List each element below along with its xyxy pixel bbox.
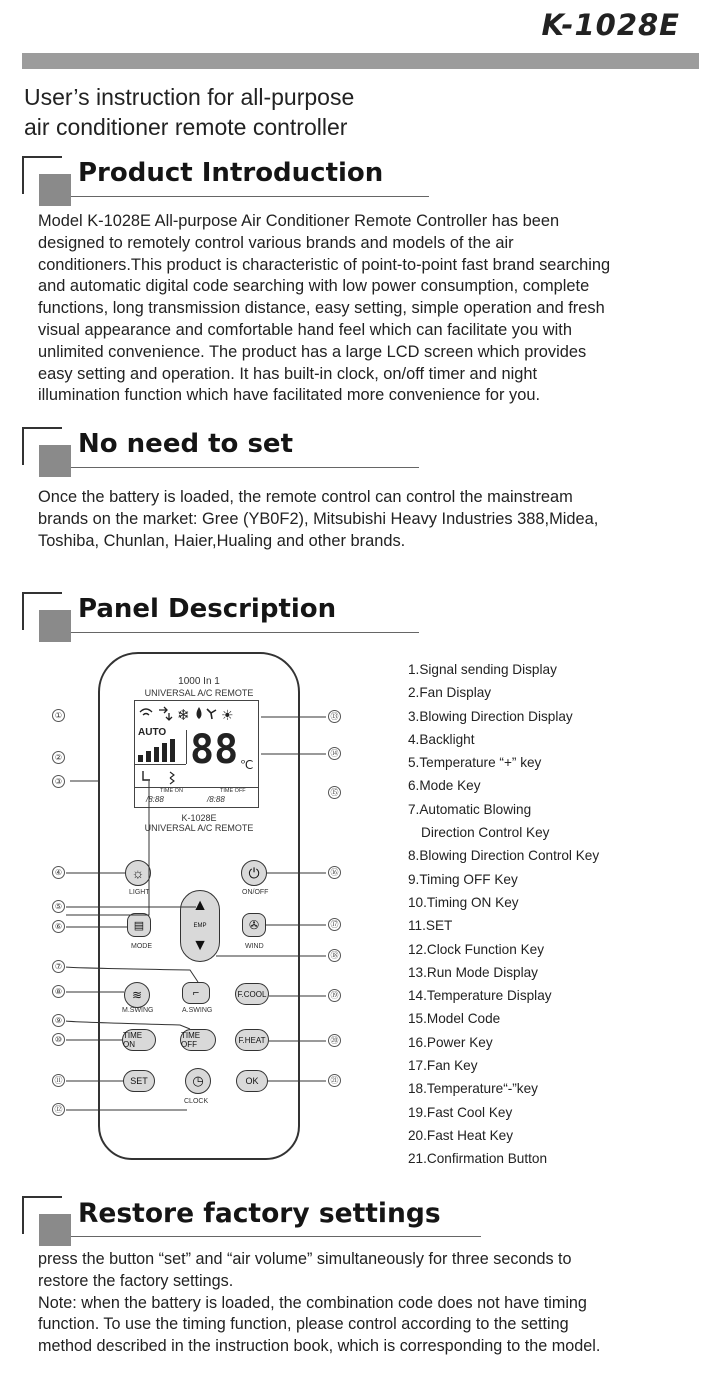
paragraph-line: designed to remotely control various brands and models of the air (38, 233, 514, 252)
paragraph-line: functions, long transmission distance, easy setting, simple operation and fresh (38, 299, 605, 318)
paragraph-line: easy setting and operation. It has built-in clock, on/off timer and night (38, 364, 537, 383)
callout-10: ⑩ (52, 1033, 65, 1046)
swing-vane-icon: ⌐ (192, 987, 200, 999)
list-item: 6.Mode Key (408, 778, 481, 794)
wind-label: WIND (245, 943, 264, 950)
list-item: 8.Blowing Direction Control Key (408, 848, 600, 864)
lcd-temperature-unit: ℃ (240, 758, 254, 772)
heading-underline (71, 467, 419, 468)
callout-21: ㉑ (328, 1074, 341, 1087)
light-label: LIGHT (129, 889, 150, 896)
swing-icon: ≋ (131, 988, 143, 1002)
power-icon: ⏻ (248, 864, 260, 881)
callout-4: ④ (52, 866, 65, 879)
heading-square-icon (39, 1214, 71, 1246)
paragraph-line: press the button “set” and “air volume” simultaneously for three seconds to (38, 1250, 572, 1268)
list-item: 21.Confirmation Button (408, 1151, 548, 1167)
document-title-line: User’s instruction for all-purpose (24, 84, 355, 110)
list-item: 18.Temperature“-”key (408, 1081, 538, 1097)
list-item: 11.SET (408, 918, 453, 934)
timing-off-button[interactable]: TIME OFF (180, 1029, 216, 1051)
callout-7: ⑦ (52, 960, 65, 973)
fast-cool-button[interactable]: F.COOL (235, 983, 269, 1005)
temperature-up-button[interactable]: ▲ (192, 897, 208, 914)
restore-paragraph (38, 1249, 708, 1358)
lcd-temperature-digits: 88 (190, 727, 239, 773)
section-title: No need to set (78, 429, 293, 459)
lcd-time-on-label: TIME ON (160, 788, 183, 794)
key-description-list (408, 658, 708, 1171)
list-item: 4.Backlight (408, 731, 475, 747)
header-bar (22, 53, 699, 69)
list-item: 1.Signal sending Display (408, 662, 557, 677)
callout-11: ⑪ (52, 1074, 65, 1087)
callout-15: ⑮ (328, 786, 341, 799)
callout-14: ⑭ (328, 747, 341, 760)
callout-17: ⑰ (328, 918, 341, 931)
list-item: Direction Control Key (421, 825, 550, 841)
auto-swing-label: A.SWING (182, 1007, 213, 1014)
callout-13: ⑬ (328, 710, 341, 723)
callout-3: ③ (52, 775, 65, 788)
list-item: 10.Timing ON Key (408, 894, 519, 910)
section-title: Product Introduction (78, 158, 384, 188)
section-heading-panel (22, 592, 402, 644)
noset-paragraph (38, 487, 688, 552)
paragraph-line: function. To use the timing function, please control according to the setting (38, 1315, 569, 1334)
section-heading-noset (22, 427, 402, 479)
timing-on-button[interactable]: TIME ON (122, 1029, 156, 1051)
paragraph-line: unlimited convenience. The product has a large LCD screen which provides (38, 342, 587, 361)
temperature-down-button[interactable]: ▼ (192, 937, 208, 954)
power-label: ON/OFF (242, 889, 269, 896)
paragraph-line: Model K-1028E All-purpose Air Conditioner Remote Controller has been (38, 212, 560, 230)
section-heading-intro (22, 156, 402, 208)
set-button[interactable]: SET (123, 1070, 155, 1092)
section-heading-restore (22, 1196, 492, 1248)
intro-paragraph (38, 211, 688, 407)
ok-button[interactable]: OK (236, 1070, 268, 1092)
list-item: 13.Run Mode Display (408, 964, 538, 980)
paragraph-line: and automatic digital code searching with low power consumption, complete (38, 277, 590, 296)
paragraph-line: brands on the market: Gree (YB0F2), Mitsubishi Heavy Industries 388,Midea, (38, 509, 599, 528)
callout-20: ⑳ (328, 1034, 341, 1047)
clock-label: CLOCK (184, 1098, 209, 1105)
callout-9: ⑨ (52, 1014, 65, 1027)
paragraph-line: restore the factory settings. (38, 1271, 234, 1290)
lcd-time-on-value: /8:88 (146, 795, 164, 804)
paragraph-line: visual appearance and comfortable hand feel which can facilitate you with (38, 320, 572, 339)
mode-icon: ▤ (133, 919, 145, 932)
paragraph-line: conditioners.This product is characteristic of point-to-point fast brand searching (38, 255, 611, 274)
paragraph-line: Toshiba, Chunlan, Haier,Hualing and other brands. (38, 531, 406, 550)
mode-label: MODE (131, 943, 152, 950)
paragraph-line: illumination function which have facilitated more convenience for you. (38, 386, 541, 405)
section-title: Restore factory settings (78, 1198, 441, 1229)
model-title: K-1028E (541, 8, 680, 42)
list-item: 14.Temperature Display (408, 988, 552, 1004)
list-item: 3.Blowing Direction Display (408, 708, 573, 724)
snowflake-icon: ❄ (177, 707, 190, 724)
lcd-time-off-value: /8:88 (207, 795, 225, 804)
list-item: 15.Model Code (408, 1011, 501, 1027)
list-item: 20.Fast Heat Key (408, 1127, 514, 1143)
callout-6: ⑥ (52, 920, 65, 933)
heading-underline (71, 632, 419, 633)
clock-icon: ◷ (192, 1073, 204, 1088)
remote-model-code: K-1028E (181, 813, 217, 823)
lcd-time-off-label: TIME OFF (220, 788, 246, 794)
list-item: 16.Power Key (408, 1034, 493, 1050)
manual-swing-label: M.SWING (122, 1007, 154, 1014)
fast-heat-button[interactable]: F.HEAT (235, 1029, 269, 1051)
fan-icon: ✇ (248, 918, 260, 932)
remote-top-title: 1000 In 1 (178, 676, 220, 687)
list-item: 12.Clock Function Key (408, 941, 545, 957)
callout-18: ⑱ (328, 949, 341, 962)
paragraph-line: method described in the instruction book, which is corresponding to the model. (38, 1337, 601, 1356)
remote-bottom-subtitle: UNIVERSAL A/C REMOTE (144, 823, 254, 833)
callout-5: ⑤ (52, 900, 65, 913)
heading-square-icon (39, 174, 71, 206)
heading-underline (71, 1236, 481, 1237)
paragraph-line: Once the battery is loaded, the remote control can control the mainstream (38, 488, 573, 506)
bulb-icon: ☼ (131, 865, 145, 881)
list-item: 19.Fast Cool Key (408, 1104, 513, 1120)
document-title-line: air conditioner remote controller (24, 114, 348, 140)
temperature-label: EMP (193, 923, 207, 929)
heading-underline (71, 196, 429, 197)
list-item: 7.Automatic Blowing (408, 801, 532, 817)
callout-12: ⑫ (52, 1103, 65, 1116)
sun-icon: ☀ (221, 707, 234, 723)
callout-8: ⑧ (52, 985, 65, 998)
paragraph-line: Note: when the battery is loaded, the combination code does not have timing (38, 1293, 587, 1312)
list-item: 2.Fan Display (408, 685, 492, 701)
remote-top-subtitle: UNIVERSAL A/C REMOTE (144, 688, 254, 698)
callout-16: ⑯ (328, 866, 341, 879)
callout-19: ⑲ (328, 989, 341, 1002)
document-title (24, 82, 354, 142)
heading-square-icon (39, 610, 71, 642)
section-title: Panel Description (78, 594, 337, 624)
callout-2: ② (52, 751, 65, 764)
heading-square-icon (39, 445, 71, 477)
list-item: 9.Timing OFF Key (408, 871, 518, 887)
callout-1: ① (52, 709, 65, 722)
list-item: 5.Temperature “+” key (408, 755, 542, 771)
lcd-auto-text: AUTO (138, 727, 167, 738)
list-item: 17.Fan Key (408, 1058, 478, 1074)
